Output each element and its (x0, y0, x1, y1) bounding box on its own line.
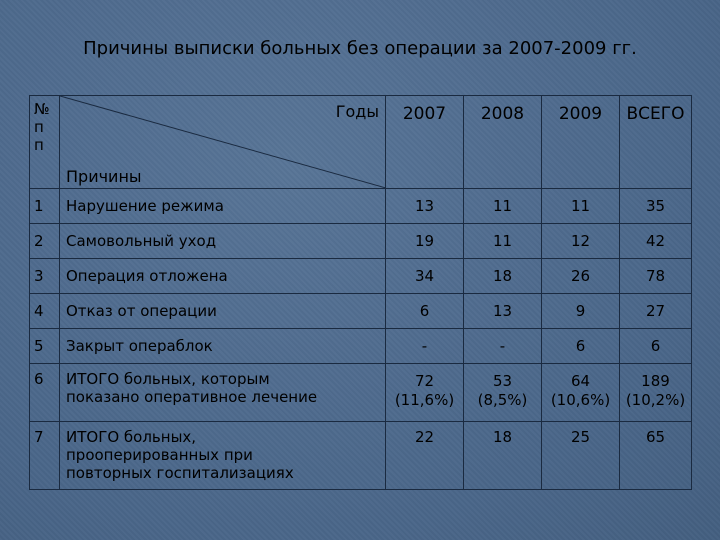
row-reason (60, 364, 386, 422)
cell-2009 (542, 364, 620, 422)
cell-value: 189 (641, 372, 670, 390)
cell-2009: 25 (542, 422, 620, 490)
cell-2008 (464, 364, 542, 422)
row-reason-line: ИТОГО больных, (66, 428, 197, 446)
header-2009: 2009 (542, 96, 620, 189)
table-row (30, 364, 692, 422)
table-header-row (30, 96, 692, 189)
row-number: 1 (30, 189, 60, 224)
row-reason (60, 422, 386, 490)
cell-2007: 13 (386, 189, 464, 224)
cell-2008: 18 (464, 422, 542, 490)
cell-2007: 22 (386, 422, 464, 490)
row-reason: Отказ от операции (60, 294, 386, 329)
row-reason-line: повторных госпитализациях (66, 464, 294, 482)
cell-2009: 11 (542, 189, 620, 224)
row-reason: Самовольный уход (60, 224, 386, 259)
cell-2007: - (386, 329, 464, 364)
header-2007: 2007 (386, 96, 464, 189)
row-reason-line: ИТОГО больных, которым (66, 370, 270, 388)
cell-value: 64 (570, 372, 591, 390)
reasons-table (29, 95, 692, 490)
cell-2009: 6 (542, 329, 620, 364)
cell-2009: 26 (542, 259, 620, 294)
cell-percent: (10,2%) (625, 391, 686, 409)
table-row (30, 259, 692, 294)
cell-2008: 18 (464, 259, 542, 294)
page-title: Причины выписки больных без операции за 2007-2009 гг. (83, 38, 637, 59)
header-corner-cell (60, 96, 386, 189)
header-years-label: Годы (335, 102, 379, 121)
header-number-symbol: № (34, 100, 50, 118)
cell-2008: 13 (464, 294, 542, 329)
row-number: 4 (30, 294, 60, 329)
cell-2007: 19 (386, 224, 464, 259)
cell-2009: 9 (542, 294, 620, 329)
cell-2007 (386, 364, 464, 422)
cell-2007: 34 (386, 259, 464, 294)
table-row (30, 294, 692, 329)
header-number-cell (30, 96, 60, 189)
table-row (30, 422, 692, 490)
cell-percent: (10,6%) (550, 391, 611, 409)
row-number: 5 (30, 329, 60, 364)
table-row (30, 329, 692, 364)
cell-total: 35 (620, 189, 692, 224)
cell-percent: (11,6%) (394, 391, 455, 409)
row-reason: Закрыт операблок (60, 329, 386, 364)
row-reason-line: показано оперативное лечение (66, 388, 318, 406)
row-reason: Операция отложена (60, 259, 386, 294)
cell-total (620, 364, 692, 422)
cell-2008: 11 (464, 224, 542, 259)
row-number: 3 (30, 259, 60, 294)
header-2008: 2008 (464, 96, 542, 189)
header-reasons-label: Причины (66, 167, 142, 186)
header-number-p2: п (34, 136, 44, 154)
row-number: 6 (30, 364, 60, 422)
table-row (30, 224, 692, 259)
cell-value: 72 (414, 372, 435, 390)
cell-value: 53 (492, 372, 513, 390)
row-reason: Нарушение режима (60, 189, 386, 224)
header-number-p1: п (34, 118, 44, 136)
row-number: 2 (30, 224, 60, 259)
cell-percent: (8,5%) (477, 391, 528, 409)
row-number: 7 (30, 422, 60, 490)
cell-2008: 11 (464, 189, 542, 224)
cell-total: 42 (620, 224, 692, 259)
header-total: ВСЕГО (620, 96, 692, 189)
cell-total: 65 (620, 422, 692, 490)
cell-2009: 12 (542, 224, 620, 259)
row-reason-line: прооперированных при (66, 446, 253, 464)
cell-2008: - (464, 329, 542, 364)
cell-total: 6 (620, 329, 692, 364)
cell-total: 27 (620, 294, 692, 329)
cell-2007: 6 (386, 294, 464, 329)
cell-total: 78 (620, 259, 692, 294)
table-row (30, 189, 692, 224)
